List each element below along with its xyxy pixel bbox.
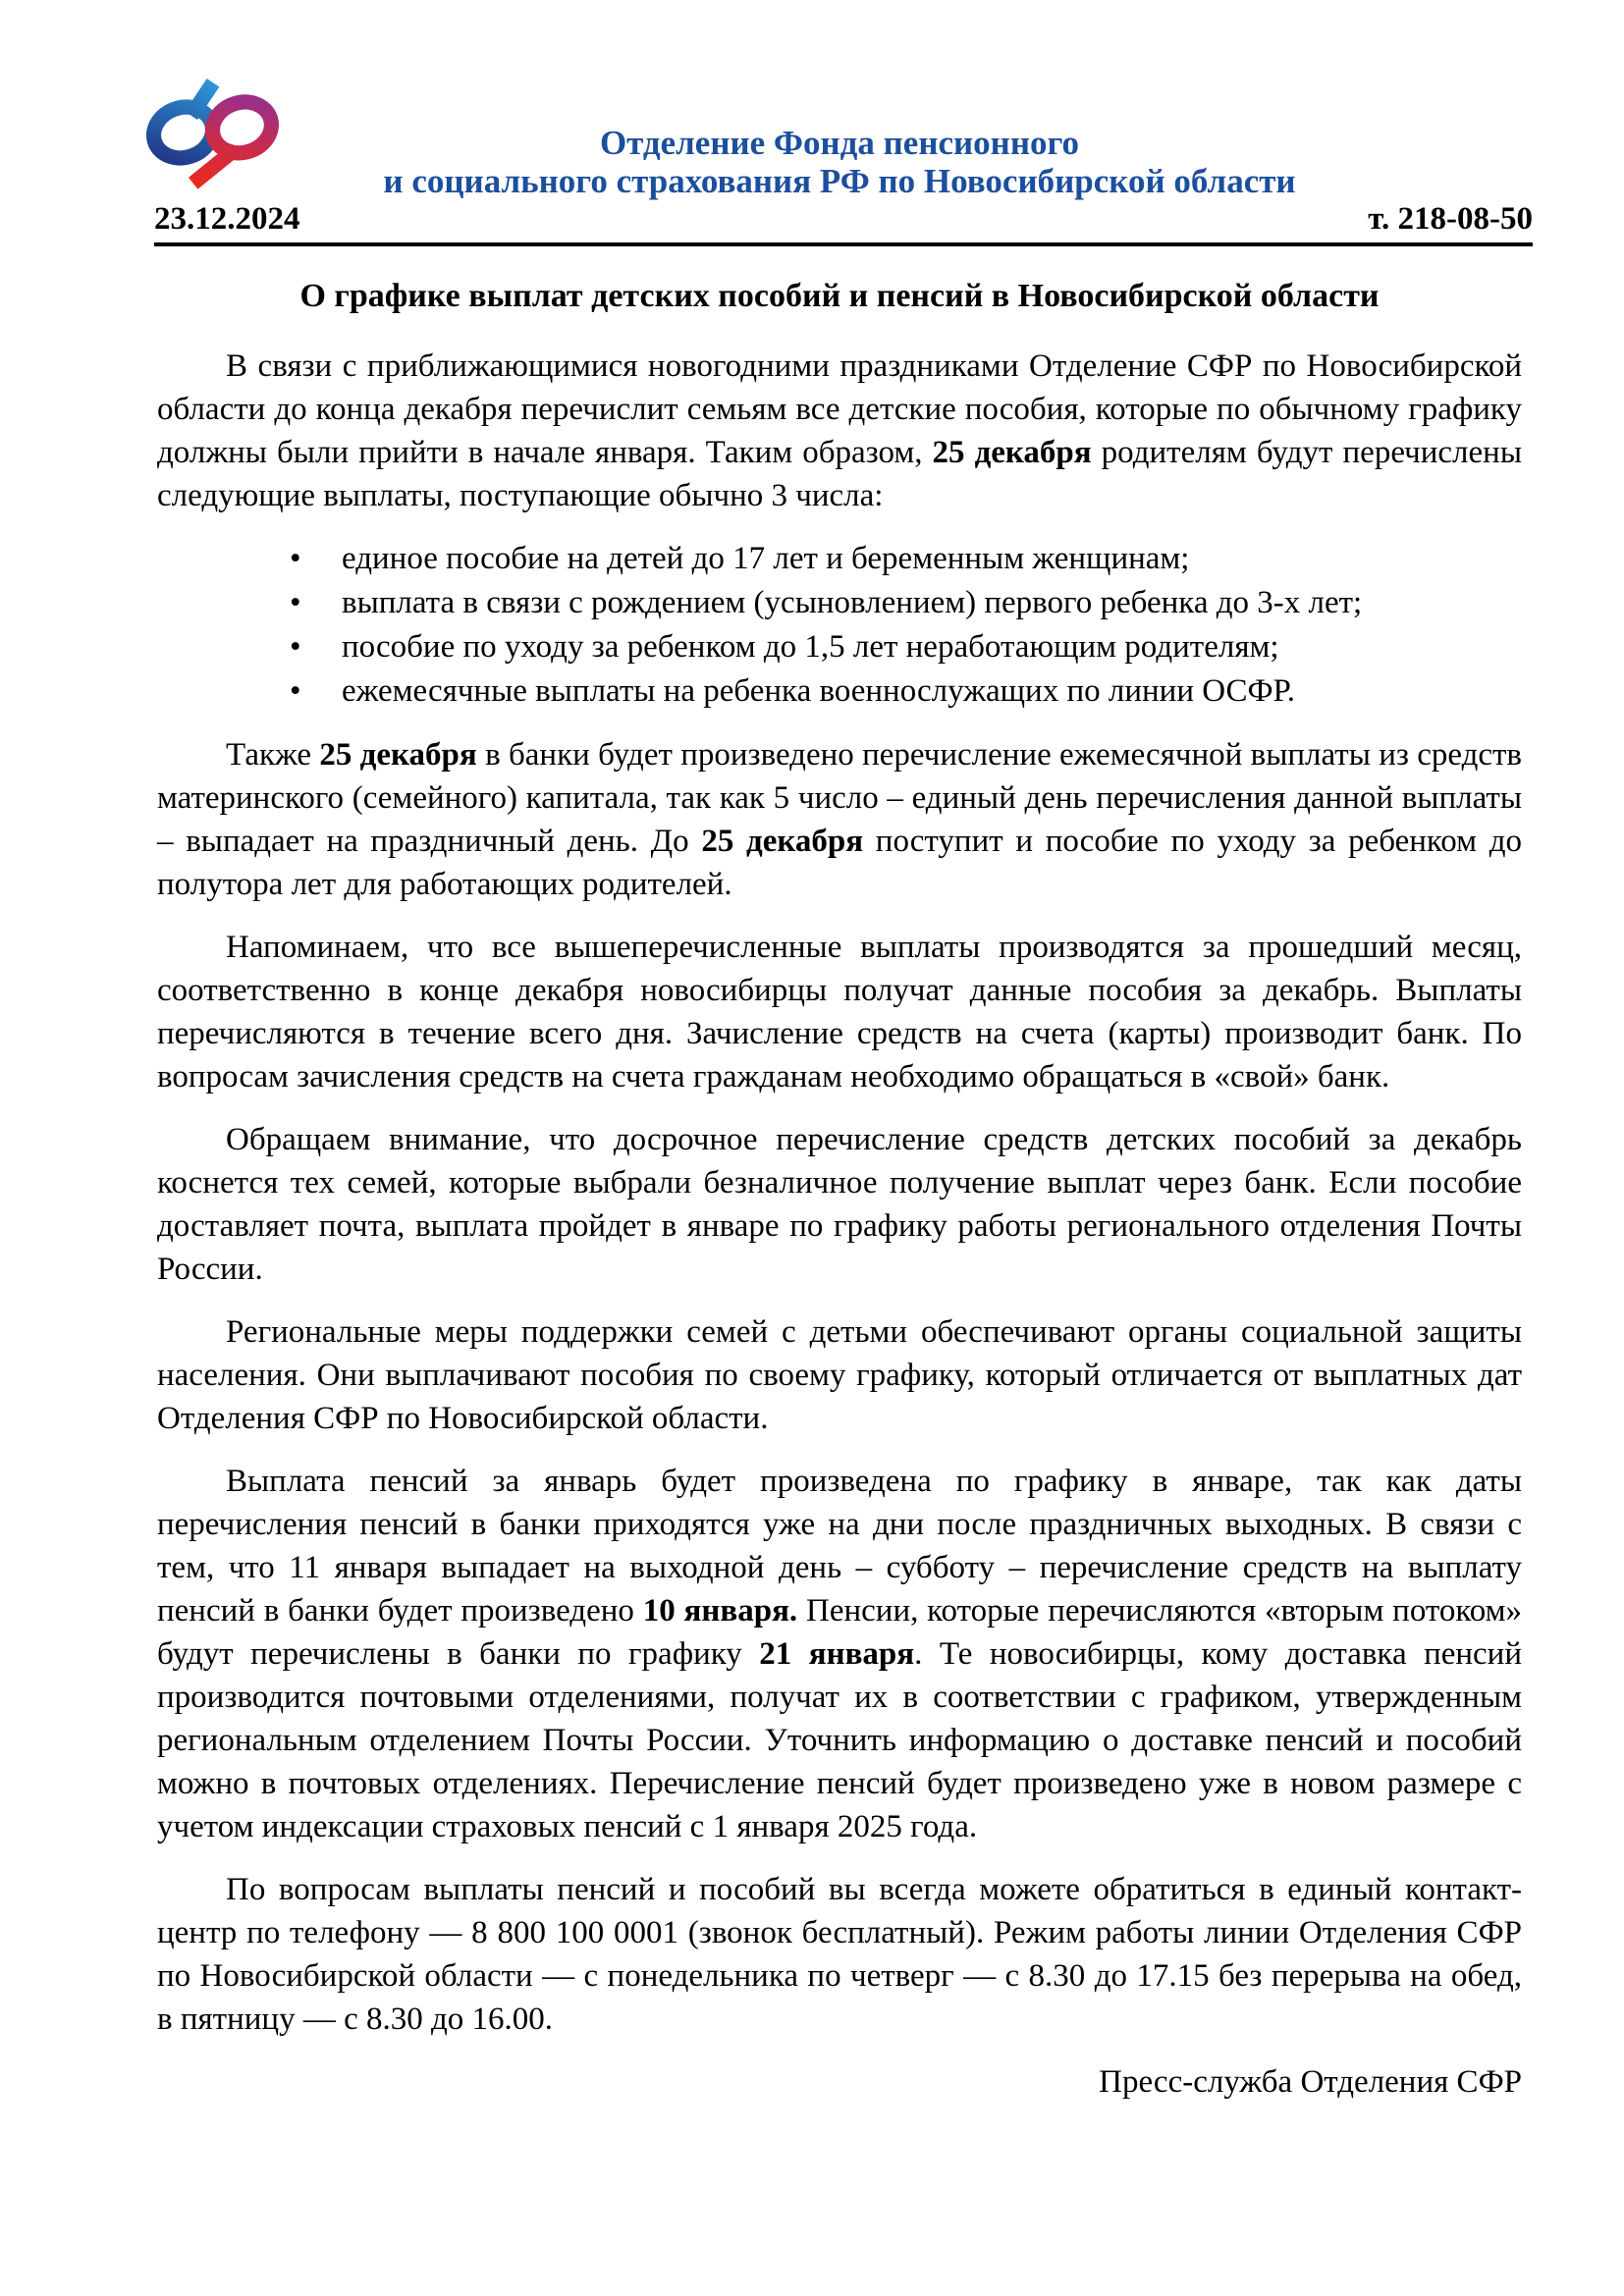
header-divider <box>154 242 1533 246</box>
text-run: . Те новосибирцы, кому доставка пенсий производится почтовыми отделениями, получат их в соответствии с графиком, утвержденным региональным отделением Почты России. Уточнить информацию о доставке пенсий и пособий можно в почтовых отделениях. Перечисление пенсий будет произведено уже в новом размере с учетом индексации страховых пенсий с 1 января 2025 года. <box>157 1636 1522 1844</box>
document-body <box>157 275 1522 2104</box>
text-run: Региональные меры поддержки семей с детьми обеспечивают органы социальной защиты населения. Они выплачивают пособия по своему графику, который отличается от выплатных дат Отделения СФР по Новосибирской области. <box>157 1314 1522 1436</box>
list-item-military: • ежемесячные выплаты на ребенка военнослужащих по линии ОСФР. <box>290 669 1522 714</box>
bold-date: 25 декабря <box>932 435 1092 470</box>
bold-date: 25 декабря <box>701 824 864 859</box>
contact-phone: т. 218-08-50 <box>1368 201 1533 237</box>
list-item-first-child: • выплата в связи с рождением (усыновлением) первого ребенка до 3-х лет; <box>290 581 1522 625</box>
paragraph-maternity-capital <box>157 733 1522 906</box>
list-item-childcare: • пособие по уходу за ребенком до 1,5 лет неработающим родителям; <box>290 625 1522 669</box>
text-run: По вопросам выплаты пенсий и пособий вы всегда можете обратиться в единый контакт-центр по телефону — 8 800 100 0001 (звонок бесплатный). Режим работы линии Отделения СФР по Новосибирской области — с понедельника по четверг — с 8.30 до 17.15 без перерыва на обед, в пятницу — с 8.30 до 16.00. <box>157 1872 1522 2037</box>
paragraph-reminder <box>157 926 1522 1098</box>
org-title <box>157 124 1522 200</box>
header-meta <box>154 200 1533 238</box>
org-title-line1: Отделение Фонда пенсионного <box>599 124 1080 162</box>
payments-list <box>157 537 1522 714</box>
text-run: Выплата пенсий за январь будет произведена по графику в январе, так как даты перечисления пенсий в банки приходятся уже на дни после праздничных выходных. В связи с тем, что 11 января выпадает на выходной день – субботу – перечисление средств на выплату пенсий в банки будет произведено <box>157 1464 1522 1629</box>
org-title-line2: и социального страхования РФ по Новосибирской области <box>383 162 1296 200</box>
bold-date: 21 января <box>759 1636 915 1672</box>
list-item-unified-benefit: • единое пособие на детей до 17 лет и беременным женщинам; <box>290 537 1522 581</box>
text-run: родителям будут перечислены следующие выплаты, поступающие обычно 3 числа: <box>157 435 1523 513</box>
paragraph-attention <box>157 1118 1522 1291</box>
text-run: в банки будет произведено перечисление ежемесячной выплаты из средств материнского (семейного) капитала, так как 5 число – единый день перечисления данной выплаты – выпадает на праздничный день. До <box>157 737 1523 859</box>
signature: Пресс-служба Отделения СФР <box>1099 2064 1522 2100</box>
bold-date: 25 декабря <box>319 737 477 773</box>
text-run: Также <box>226 737 320 773</box>
paragraph-pensions <box>157 1460 1522 1848</box>
text-run: поступит и пособие по уходу за ребенком до полутора лет для работающих родителей. <box>157 824 1522 902</box>
paragraph-regional <box>157 1310 1522 1440</box>
text-run: Обращаем внимание, что досрочное перечисление средств детских пособий за декабрь коснется тех семей, которые выбрали безналичное получение выплат через банк. Если пособие доставляет почта, выплата пройдет в январе по графику работы регионального отделения Почты России. <box>157 1122 1522 1287</box>
document-date: 23.12.2024 <box>154 201 300 237</box>
paragraph-contact-center <box>157 1868 1522 2041</box>
bold-date: 10 января. <box>642 1593 798 1629</box>
text-run: В связи с приближающимися новогодними праздниками Отделение СФР по Новосибирской области до конца декабря перечислит семьям все детские пособия, которые по обычному графику должны были прийти в начале января. Таким образом, <box>157 348 1522 470</box>
text-run: Напоминаем, что все вышеперечисленные выплаты производятся за прошедший месяц, соответственно в конце декабря новосибирцы получат данные пособия за декабрь. Выплаты перечисляются в течение всего дня. Зачисление средств на счета (карты) производит банк. По вопросам зачисления средств на счета гражданам необходимо обращаться в «свой» банк. <box>157 930 1522 1095</box>
page-title: О графике выплат детских пособий и пенсий в Новосибирской области <box>299 278 1380 314</box>
text-run: Пенсии, которые перечисляются «вторым потоком» будут перечислены в банки по графику <box>157 1593 1522 1672</box>
paragraph-intro <box>157 345 1522 517</box>
